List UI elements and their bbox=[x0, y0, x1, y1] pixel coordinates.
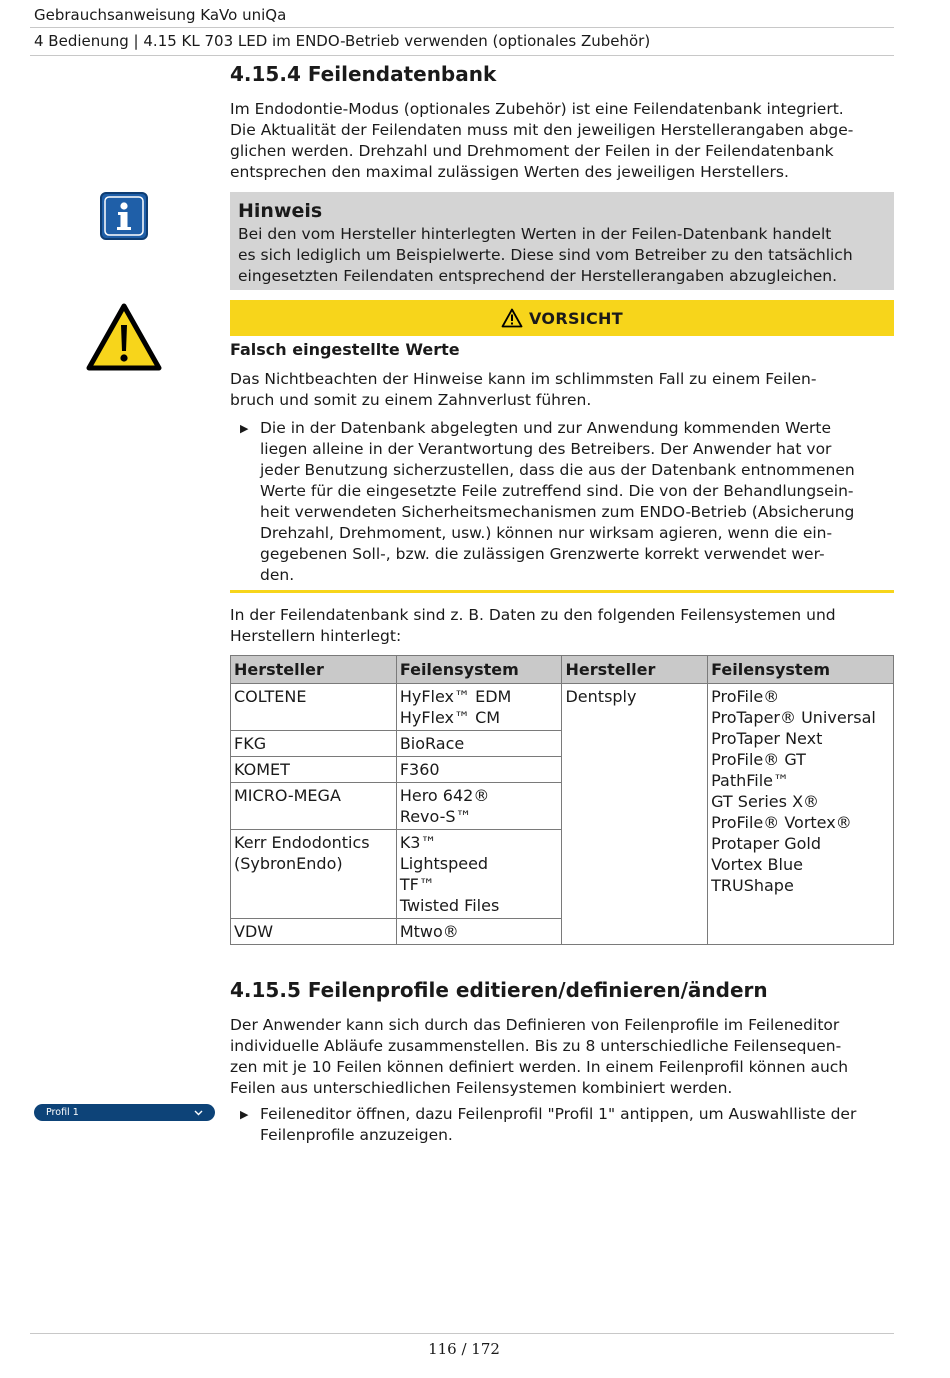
system-cell: Hero 642® Revo-S™ bbox=[396, 783, 562, 830]
chevron-down-icon bbox=[194, 1110, 203, 1116]
system-cell: BioRace bbox=[396, 731, 562, 757]
bullet-arrow-icon: ▶ bbox=[240, 422, 249, 435]
caution-label: VORSICHT bbox=[529, 308, 623, 328]
table-row bbox=[231, 684, 894, 731]
profile-dropdown[interactable] bbox=[34, 1104, 215, 1121]
header-cell: Feilensystem bbox=[396, 656, 562, 684]
info-icon bbox=[100, 192, 148, 240]
header-cell: Hersteller bbox=[231, 656, 397, 684]
caution-small-icon bbox=[501, 308, 523, 328]
footer-divider bbox=[30, 1333, 894, 1334]
table-intro: In der Feilendatenbank sind z. B. Daten zu den folgenden Feilensystemen und Herstellern hinterlegt: bbox=[230, 606, 836, 645]
maker-cell-dentsply: Dentsply bbox=[562, 684, 708, 945]
system-cell-dentsply: ProFile® ProTaper® Universal ProTaper Next ProFile® GT PathFile™ GT Series X® ProFile® Vortex® Protaper Gold Vortex Blue TRUShape bbox=[708, 684, 894, 945]
document-title: Gebrauchsanweisung KaVo uniQa bbox=[34, 6, 287, 24]
header-divider bbox=[30, 27, 894, 28]
maker-cell: KOMET bbox=[231, 757, 397, 783]
note-box bbox=[230, 192, 894, 290]
header-cell: Feilensystem bbox=[708, 656, 894, 684]
section-heading-4154: 4.15.4 Feilendatenbank bbox=[230, 62, 497, 86]
maker-cell: MICRO-MEGA bbox=[231, 783, 397, 830]
warning-triangle-icon bbox=[86, 303, 162, 375]
maker-cell: Kerr Endodontics (SybronEndo) bbox=[231, 830, 397, 919]
intro-paragraph: Im Endodontie-Modus (optionales Zubehör) ist eine Feilendatenbank integriert. Die Aktualität der Feilendaten muss mit den jeweiligen Herstellerangaben abge- glichen werden. Drehzahl und Drehmoment der Feilen in der Feilendatenbank entsprechen den maximal zulässigen Werten des jeweiligen Herstellers. bbox=[230, 100, 854, 181]
note-text: Bei den vom Hersteller hinterlegten Werten in der Feilen-Datenbank handelt es sich lediglich um Beispielwerte. Diese sind vom Betreiber zu den tatsächlich eingesetzten Feilendaten entsprechend der Herstellerangaben abzugleichen. bbox=[238, 225, 853, 285]
caution-bullet: ▶ Die in der Datenbank abgelegten und zur Anwendung kommenden Werte liegen alleine in der Verantwortung des Betreibers. Der Anwender hat vor jeder Benutzung sicherzustellen, dass die aus der Datenbank entnommenen Werte für die eingesetzte Feile zutreffend sind. Die von der Behandlungsein- heit verwendeten Sicherheitsmechanismen zum ENDO-Betrieb (Absicherung Drehzahl, Drehmoment, usw.) können nur wirksam agieren, wenn die ein- gegebenen Soll-, bzw. die zulässigen Grenzwerte korrekt verwendet wer- den. bbox=[240, 419, 855, 584]
system-cell: Mtwo® bbox=[396, 919, 562, 945]
caution-subtitle: Falsch eingestellte Werte bbox=[230, 340, 460, 359]
maker-cell: VDW bbox=[231, 919, 397, 945]
caution-end-line bbox=[230, 590, 894, 593]
caution-text: Das Nichtbeachten der Hinweise kann im schlimmsten Fall zu einem Feilen- bruch und somit zu einem Zahnverlust führen. bbox=[230, 370, 817, 409]
breadcrumb: 4 Bedienung | 4.15 KL 703 LED im ENDO-Betrieb verwenden (optionales Zubehör) bbox=[34, 32, 651, 50]
system-cell: K3™ Lightspeed TF™ Twisted Files bbox=[396, 830, 562, 919]
note-title: Hinweis bbox=[238, 200, 323, 222]
header-divider-bottom bbox=[30, 55, 894, 56]
table-header-row bbox=[231, 656, 894, 684]
bullet-arrow-icon: ▶ bbox=[240, 1108, 249, 1121]
system-cell: F360 bbox=[396, 757, 562, 783]
page-number: 116 / 172 bbox=[428, 1340, 500, 1358]
profile-dropdown-label: Profil 1 bbox=[46, 1107, 79, 1118]
file-database-table bbox=[230, 655, 894, 945]
profile-paragraph: Der Anwender kann sich durch das Definieren von Feilenprofile im Feileneditor individuelle Abläufe zusammenstellen. Bis zu 8 unterschiedliche Feilensequen- zen mit je 10 Feilen können definiert werden. In einem Feilenprofil können auch Feilen aus unterschiedlichen Feilensystemen kombiniert werden. bbox=[230, 1016, 849, 1097]
maker-cell: FKG bbox=[231, 731, 397, 757]
maker-cell: COLTENE bbox=[231, 684, 397, 731]
system-cell: HyFlex™ EDM HyFlex™ CM bbox=[396, 684, 562, 731]
profile-bullet: ▶ Feileneditor öffnen, dazu Feilenprofil "Profil 1" antippen, um Auswahlliste der Feilenprofile anzuzeigen. bbox=[240, 1105, 857, 1144]
caution-bar bbox=[230, 300, 894, 336]
section-heading-4155: 4.15.5 Feilenprofile editieren/definieren/ändern bbox=[230, 978, 768, 1002]
header-cell: Hersteller bbox=[562, 656, 708, 684]
